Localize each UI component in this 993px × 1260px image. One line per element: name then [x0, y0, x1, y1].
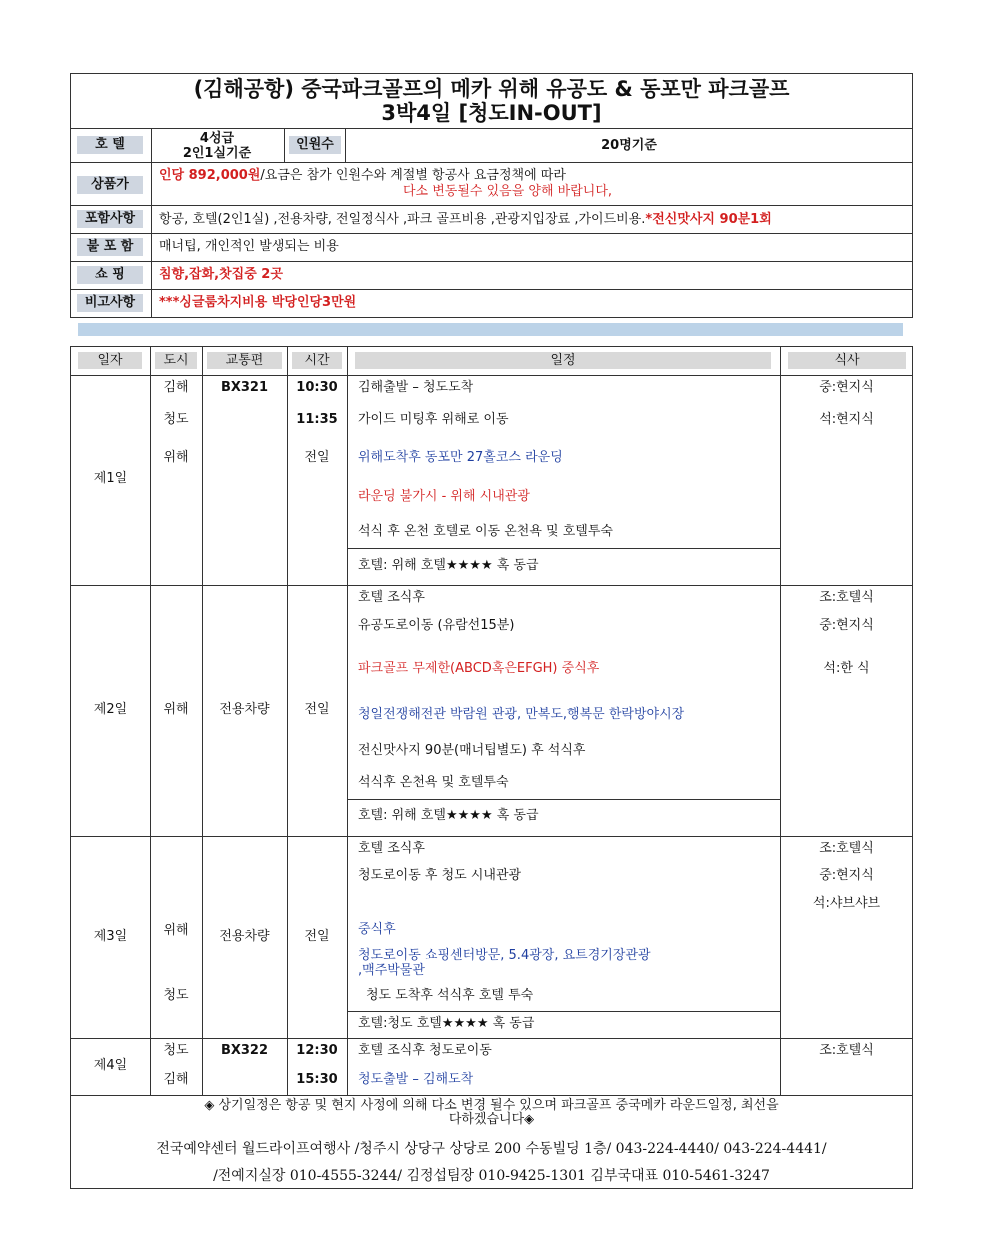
day1-city: 청도 [163, 412, 189, 427]
shopping-label: 쇼 핑 [77, 266, 143, 284]
day1-hotel: 호텔: 위해 호텔★★★★ 혹 동급 [358, 558, 539, 573]
footer-notice-2: 다하겠습니다◈ [448, 1112, 535, 1127]
hotel-label: 호 텔 [77, 136, 143, 154]
excluded-label: 불 포 함 [77, 238, 143, 256]
day3-city: 청도 [163, 988, 189, 1003]
schedule-table [70, 346, 913, 1189]
header-itinerary: 일정 [355, 352, 771, 369]
title-line-2: 3박4일 [청도IN-OUT] [381, 101, 602, 125]
price-amount: 인당 892,000원 [159, 168, 261, 183]
header-meals: 식사 [788, 352, 906, 369]
day3-meal: 중:현지식 [819, 868, 874, 883]
day3-item: 중식후 [358, 922, 396, 937]
divider-bar [78, 323, 903, 336]
day1-item: 석식 후 온천 호텔로 이동 온천욕 및 호텔투숙 [358, 524, 613, 539]
day3-meal: 석:샤브샤브 [812, 896, 881, 911]
day3-item: ,맥주박물관 [358, 963, 425, 978]
people-label: 인원수 [289, 136, 341, 154]
day1-item: 가이드 미팅후 위해로 이동 [358, 412, 509, 427]
day2-transport: 전용차량 [219, 702, 270, 717]
day2-item: 유공도로이동 (유람선15분) [358, 618, 515, 633]
day2-item: 파크골프 무제한(ABCD혹은EFGH) 중식후 [358, 661, 600, 676]
day3-transport: 전용차량 [219, 929, 270, 944]
header-day: 일자 [78, 352, 142, 369]
day4-city: 청도 [163, 1043, 189, 1058]
day4-item: 호텔 조식후 청도로이동 [358, 1043, 492, 1058]
header-transport: 교통편 [207, 352, 282, 369]
day2-item: 호텔 조식후 [358, 590, 425, 605]
day1-flight: BX321 [220, 380, 269, 395]
day1-meal: 석:현지식 [819, 412, 874, 427]
day2-time: 전일 [304, 702, 330, 717]
day1-item: 위해도착후 동포만 27홀코스 라운딩 [358, 450, 563, 465]
footer-contact-2: /전예지실장 010-4555-3244/ 김정섭팀장 010-9425-1301 김부국대표 010-5461-3247 [213, 1168, 770, 1184]
price-note-1: /요금은 참가 인원수와 계절별 항공사 요금정책에 따라 [260, 168, 566, 183]
day2-label: 제2일 [93, 702, 128, 717]
hotel-room: 2인1실기준 [182, 146, 252, 161]
day3-hotel: 호텔:청도 호텔★★★★ 혹 동급 [358, 1016, 535, 1031]
people-value: 20명기준 [601, 138, 657, 153]
header-time: 시간 [292, 352, 342, 369]
day3-label: 제3일 [93, 929, 128, 944]
day1-item: 라운딩 불가시 - 위해 시내관광 [358, 489, 530, 504]
price-label: 상품가 [77, 176, 143, 194]
day4-meal: 조:호텔식 [819, 1043, 874, 1058]
day1-time: 10:30 [296, 380, 338, 395]
day1-label: 제1일 [93, 471, 128, 486]
day2-city: 위해 [163, 702, 189, 717]
hotel-grade: 4성급 [199, 131, 235, 146]
day2-meal: 석:한 식 [823, 661, 870, 676]
day3-item: 호텔 조식후 [358, 841, 425, 856]
excluded-text: 매너팁, 개인적인 발생되는 비용 [159, 239, 339, 254]
day4-time: 12:30 [296, 1043, 338, 1058]
day3-item: 청도로이동 후 청도 시내관광 [358, 868, 522, 883]
footer-notice-1: ◈ 상기일정은 항공 및 현지 사정에 의해 다소 변경 될수 있으며 파크골프 중국메카 라운드일정, 최선을 [204, 1098, 779, 1113]
day4-city: 김해 [163, 1072, 189, 1087]
day3-time: 전일 [304, 929, 330, 944]
day4-label: 제4일 [93, 1058, 128, 1073]
remarks-text: ***싱글룸차지비용 박당인당3만원 [159, 295, 357, 310]
shopping-text: 침향,잡화,찻집중 2곳 [159, 267, 283, 282]
remarks-label: 비고사항 [77, 294, 143, 312]
day1-time: 전일 [304, 450, 330, 465]
title-line-1: (김해공항) 중국파크골프의 메카 위해 유공도 & 동포만 파크골프 [193, 77, 790, 101]
day2-meal: 조:호텔식 [819, 590, 874, 605]
day2-hotel: 호텔: 위해 호텔★★★★ 혹 동급 [358, 808, 539, 823]
day1-time: 11:35 [296, 412, 338, 427]
day2-item: 청일전쟁해전관 박람원 관광, 만복도,행복문 한락방야시장 [358, 707, 685, 722]
day3-item: 청도 도착후 석식후 호텔 투숙 [366, 988, 534, 1003]
day1-city: 위해 [163, 450, 189, 465]
day2-item: 전신맛사지 90분(매너팁별도) 후 석식후 [358, 743, 586, 758]
day1-city: 김해 [163, 380, 189, 395]
day1-meal: 중:현지식 [819, 380, 874, 395]
day2-item: 석식후 온천욕 및 호텔투숙 [358, 775, 509, 790]
price-note-2: 다소 변동될수 있음을 양해 바랍니다, [403, 184, 613, 199]
day3-item: 청도로이동 쇼핑센터방문, 5.4광장, 요트경기장관광 [358, 948, 651, 963]
day4-flight: BX322 [220, 1043, 269, 1058]
price-line [159, 167, 566, 184]
day4-time: 15:30 [296, 1072, 338, 1087]
included-line [159, 211, 772, 228]
footer-contact-1: 전국예약센터 월드라이프여행사 /청주시 상당구 상당로 200 수동빌딩 1층/ 043-224-4440/ 043-224-4441/ [156, 1141, 827, 1157]
day4-item: 청도출발 – 김해도착 [358, 1072, 474, 1087]
day1-item: 김해출발 – 청도도착 [358, 380, 474, 395]
included-extra: *전신맛사지 90분1회 [645, 212, 772, 227]
day3-city: 위해 [163, 923, 189, 938]
included-label: 포함사항 [77, 210, 143, 228]
page-title [70, 73, 913, 129]
day3-meal: 조:호텔식 [819, 841, 874, 856]
day2-meal: 중:현지식 [819, 618, 874, 633]
header-city: 도시 [155, 352, 197, 369]
included-text: 항공, 호텔(2인1실) ,전용차량, 전일정식사 ,파크 골프비용 ,관광지입장료 ,가이드비용. [159, 212, 646, 227]
